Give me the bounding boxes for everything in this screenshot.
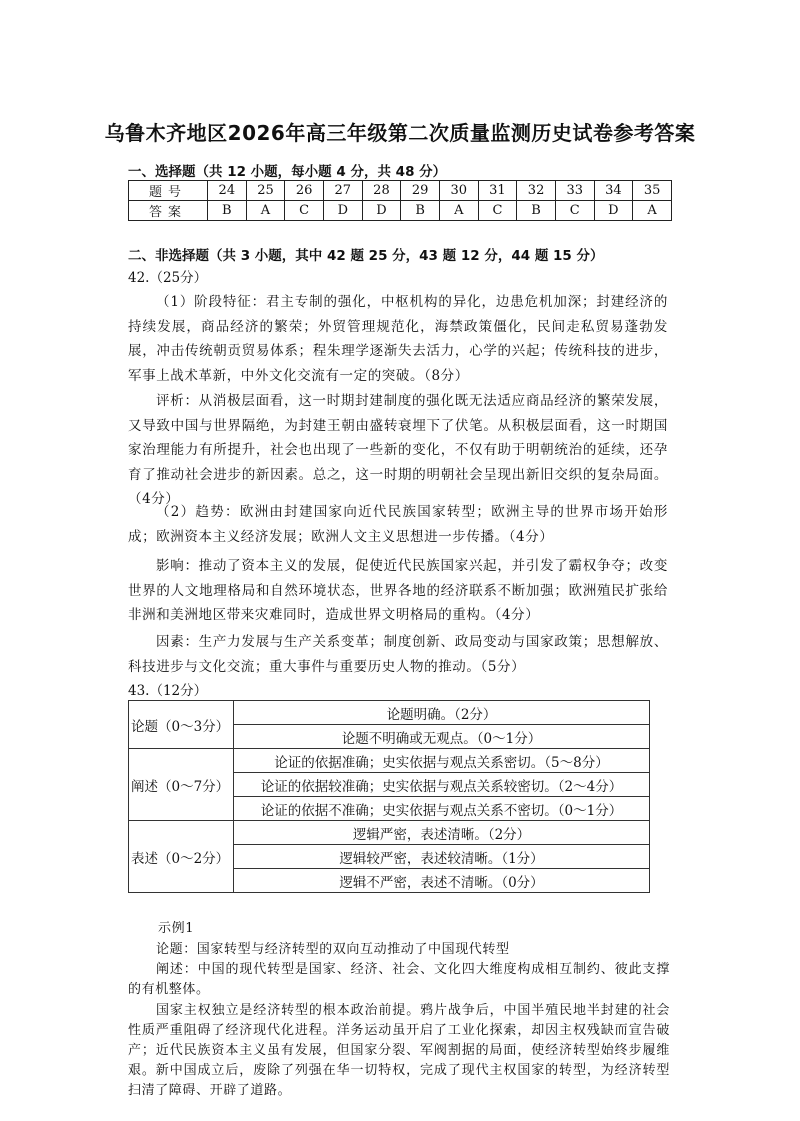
table-cell: C — [285, 201, 324, 221]
example-label: 示例1 — [158, 921, 195, 936]
scoring-rubric-table — [128, 700, 650, 893]
question-number-row — [129, 181, 672, 201]
table-cell: 31 — [478, 181, 517, 201]
table-cell: 32 — [517, 181, 556, 201]
rubric-criterion: 论证的依据不准确；史实依据与观点关系不密切。（0～1分） — [234, 797, 650, 821]
q42-part1-evaluation: 评析：从消极层面看，这一时期封建制度的强化既无法适应商品经济的繁荣发展，又导致中国与世界隔绝，为封建王朝由盛转衰埋下了伏笔。从积极层面看，这一时期国家治理能力有所提升，社会也出现了一些新的变化，不仅有助于明朝统治的延续，还孕育了推动社会进步的新因素。总之，这一时期的明朝社会呈现出新旧交织的复杂局面。（4分） — [128, 393, 668, 507]
table-cell: 30 — [439, 181, 478, 201]
table-cell: B — [401, 201, 440, 221]
q42-part2-factors: 因素：生产力发展与生产关系变革；制度创新、政局变动与国家政策；思想解放、科技进步与文化交流；重大事件与重要历史人物的推动。（5分） — [128, 634, 668, 675]
table-cell: 33 — [555, 181, 594, 201]
rubric-criterion: 逻辑较严密，表述较清晰。（1分） — [234, 845, 650, 869]
rubric-criterion: 逻辑不严密，表述不清晰。（0分） — [234, 869, 650, 893]
page-title: 乌鲁木齐地区2026年高三年级第二次质量监测历史试卷参考答案 — [104, 121, 696, 145]
rubric-category-elaboration: 阐述（0～7分） — [129, 749, 234, 821]
rubric-category-thesis: 论题（0～3分） — [129, 701, 234, 749]
table-cell: A — [633, 201, 672, 221]
table-cell: D — [362, 201, 401, 221]
q42-part1-features: （1）阶段特征：君主专制的强化，中枢机构的异化，边患危机加深；封建经济的持续发展，商品经济的繁荣；外贸管理规范化，海禁政策僵化，民间走私贸易蓬勃发展，冲击传统朝贡贸易体系；程朱理学逐渐失去活力，心学的兴起；传统科技的进步，军事上战术革新，中外文化交流有一定的突破。（8分） — [128, 294, 668, 384]
table-cell: 34 — [594, 181, 633, 201]
table-cell: D — [323, 201, 362, 221]
rubric-criterion: 论证的依据较准确；史实依据与观点关系较密切。（2～4分） — [234, 773, 650, 797]
table-cell: 29 — [401, 181, 440, 201]
section1-heading: 一、选择题（共 12 小题，每小题 4 分，共 48 分） — [128, 164, 447, 180]
table-cell: 27 — [323, 181, 362, 201]
rubric-criterion: 逻辑严密，表述清晰。（2分） — [234, 821, 650, 845]
table-cell: 28 — [362, 181, 401, 201]
q42-part2-trend: （2）趋势：欧洲由封建国家向近代民族国家转型；欧洲主导的世界市场开始形成；欧洲资本主义经济发展；欧洲人文主义思想进一步传播。（4分） — [128, 504, 668, 545]
question-42-label: 42.（25分） — [128, 270, 208, 286]
answer-table — [128, 180, 672, 221]
rubric-criterion: 论题不明确或无观点。（0～1分） — [234, 725, 650, 749]
example-elaboration: 阐述：中国的现代转型是国家、经济、社会、文化四大维度构成相互制约、彼此支撑的有机整体。 — [128, 962, 670, 997]
table-cell: B — [208, 201, 247, 221]
row-label: 题号 — [129, 181, 208, 201]
table-cell: 26 — [285, 181, 324, 201]
table-cell: C — [555, 201, 594, 221]
row-label: 答案 — [129, 201, 208, 221]
table-cell: 25 — [246, 181, 285, 201]
table-cell: B — [517, 201, 556, 221]
rubric-criterion: 论证的依据准确；史实依据与观点关系密切。（5～8分） — [234, 749, 650, 773]
table-row — [129, 749, 650, 773]
section2-heading: 二、非选择题（共 3 小题，其中 42 题 25 分，43 题 12 分，44 题 15 分） — [128, 248, 604, 264]
table-cell: A — [246, 201, 285, 221]
rubric-category-expression: 表述（0～2分） — [129, 821, 234, 893]
table-row — [129, 701, 650, 725]
answer-row — [129, 201, 672, 221]
table-cell: D — [594, 201, 633, 221]
example-body: 国家主权独立是经济转型的根本政治前提。鸦片战争后，中国半殖民地半封建的社会性质严重阻碍了经济现代化进程。洋务运动虽开启了工业化探索，却因主权残缺而宣告破产；近代民族资本主义虽有发展，但国家分裂、军阀割据的局面，使经济转型始终步履维艰。新中国成立后，废除了列强在华一切特权，完成了现代主权国家的转型，为经济转型扫清了障碍、开辟了道路。 — [128, 1003, 670, 1098]
table-cell: 35 — [633, 181, 672, 201]
example-thesis: 论题：国家转型与经济转型的双向互动推动了中国现代转型 — [156, 942, 510, 957]
table-cell: A — [439, 201, 478, 221]
rubric-criterion: 论题明确。（2分） — [234, 701, 650, 725]
table-cell: C — [478, 201, 517, 221]
table-row — [129, 821, 650, 845]
question-43-label: 43.（12分） — [128, 683, 208, 699]
q42-part2-impact: 影响：推动了资本主义的发展，促使近代民族国家兴起，并引发了霸权争夺；改变世界的人文地理格局和自然环境状态，世界各地的经济联系不断加强；欧洲殖民扩张给非洲和美洲地区带来灾难同时，造成世界文明格局的重构。（4分） — [128, 558, 668, 623]
table-cell: 24 — [208, 181, 247, 201]
